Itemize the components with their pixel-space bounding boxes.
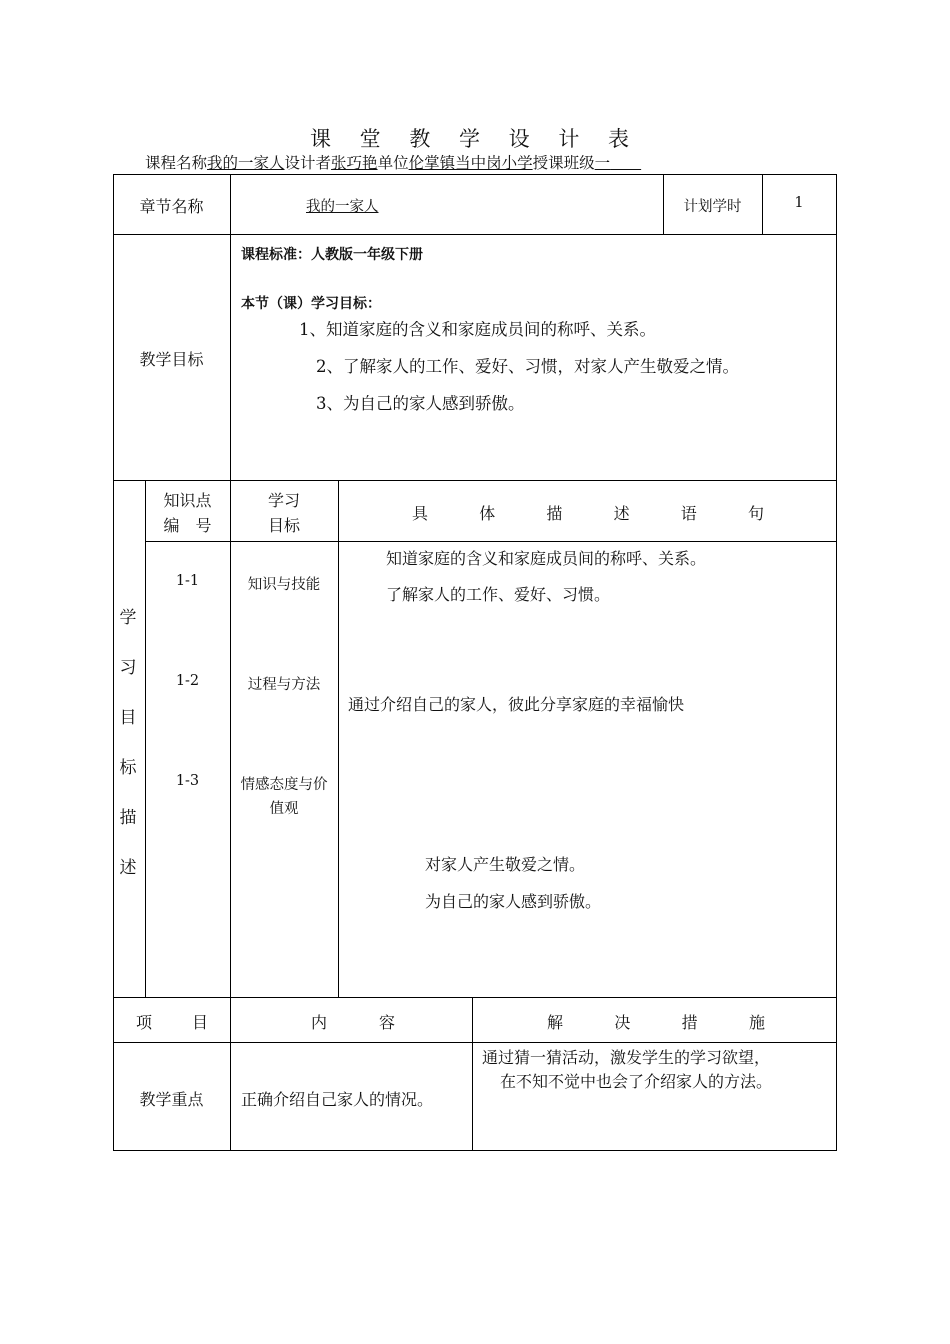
description-text-4: 对家人产生敬爱之情。 xyxy=(425,855,586,874)
row-goal-1: 知识与技能 xyxy=(247,577,321,593)
row-goal-3-line1: 情感态度与价 xyxy=(240,777,328,793)
header-code-line2: 编 号 xyxy=(163,516,212,535)
hours-label: 计划学时 xyxy=(683,199,742,215)
class-value: 一 xyxy=(594,154,611,172)
row-goal-3-line2: 值观 xyxy=(269,801,299,817)
vertical-label-char: 标 xyxy=(119,758,137,778)
course-value: 我的一家人 xyxy=(207,154,285,172)
row-code-1: 1-1 xyxy=(175,573,200,589)
class-label: 授课班级 xyxy=(532,154,595,172)
key-point-label: 教学重点 xyxy=(139,1090,204,1109)
objective-item-3: 3、为自己的家人感到骄傲。 xyxy=(316,394,525,413)
header-item: 项 目 xyxy=(136,1013,208,1032)
objectives-label: 教学目标 xyxy=(139,350,204,369)
header-measure: 解 决 措 施 xyxy=(547,1013,765,1032)
header-goal-line2: 目标 xyxy=(267,516,300,535)
description-text-1: 知道家庭的含义和家庭成员间的称呼、关系。 xyxy=(386,549,707,568)
row-code-2: 1-2 xyxy=(175,673,200,689)
designer-value: 张巧艳 xyxy=(331,154,378,172)
description-text-3: 通过介绍自己的家人，彼此分享家庭的幸福愉快 xyxy=(348,695,685,714)
objective-item-2: 2、了解家人的工作、爱好、习惯，对家人产生敬爱之情。 xyxy=(316,357,739,376)
key-point-measure-line2: 在不知不觉中也会了介绍家人的方法。 xyxy=(500,1072,773,1091)
section-objectives-label: 本节（课）学习目标： xyxy=(241,296,381,312)
hours-value: 1 xyxy=(794,195,804,211)
vertical-label-char: 习 xyxy=(119,658,137,678)
vertical-label-char: 目 xyxy=(119,708,137,728)
document-title: 课 堂 教 学 设 计 表 xyxy=(309,127,641,151)
row-code-3: 1-3 xyxy=(175,773,200,789)
header-description: 具 体 描 述 语 句 xyxy=(412,504,764,523)
unit-value: 伦掌镇当中岗小学 xyxy=(408,154,533,172)
unit-label: 单位 xyxy=(377,154,409,172)
key-point-content: 正确介绍自己家人的情况。 xyxy=(241,1090,434,1109)
objective-item-1: 1、知道家庭的含义和家庭成员间的称呼、关系。 xyxy=(299,320,656,339)
header-content: 内 容 xyxy=(311,1013,395,1032)
header-code-line1: 知识点 xyxy=(163,491,212,510)
chapter-value: 我的一家人 xyxy=(306,199,379,215)
header-goal-line1: 学习 xyxy=(267,491,300,510)
designer-label: 设计者 xyxy=(284,154,332,172)
course-label: 课程名称 xyxy=(145,154,208,172)
course-standard: 课程标准：人教版一年级下册 xyxy=(241,247,423,263)
description-text-5: 为自己的家人感到骄傲。 xyxy=(425,892,602,911)
description-text-2: 了解家人的工作、爱好、习惯。 xyxy=(386,585,611,604)
course-info-line xyxy=(145,151,641,173)
vertical-label-char: 描 xyxy=(119,808,137,828)
vertical-label-char: 学 xyxy=(119,608,137,628)
row-goal-2: 过程与方法 xyxy=(247,677,321,693)
chapter-label: 章节名称 xyxy=(139,197,204,216)
vertical-label-char: 述 xyxy=(119,858,137,878)
key-point-measure-line1: 通过猜一猜活动，激发学生的学习欲望， xyxy=(482,1048,771,1067)
